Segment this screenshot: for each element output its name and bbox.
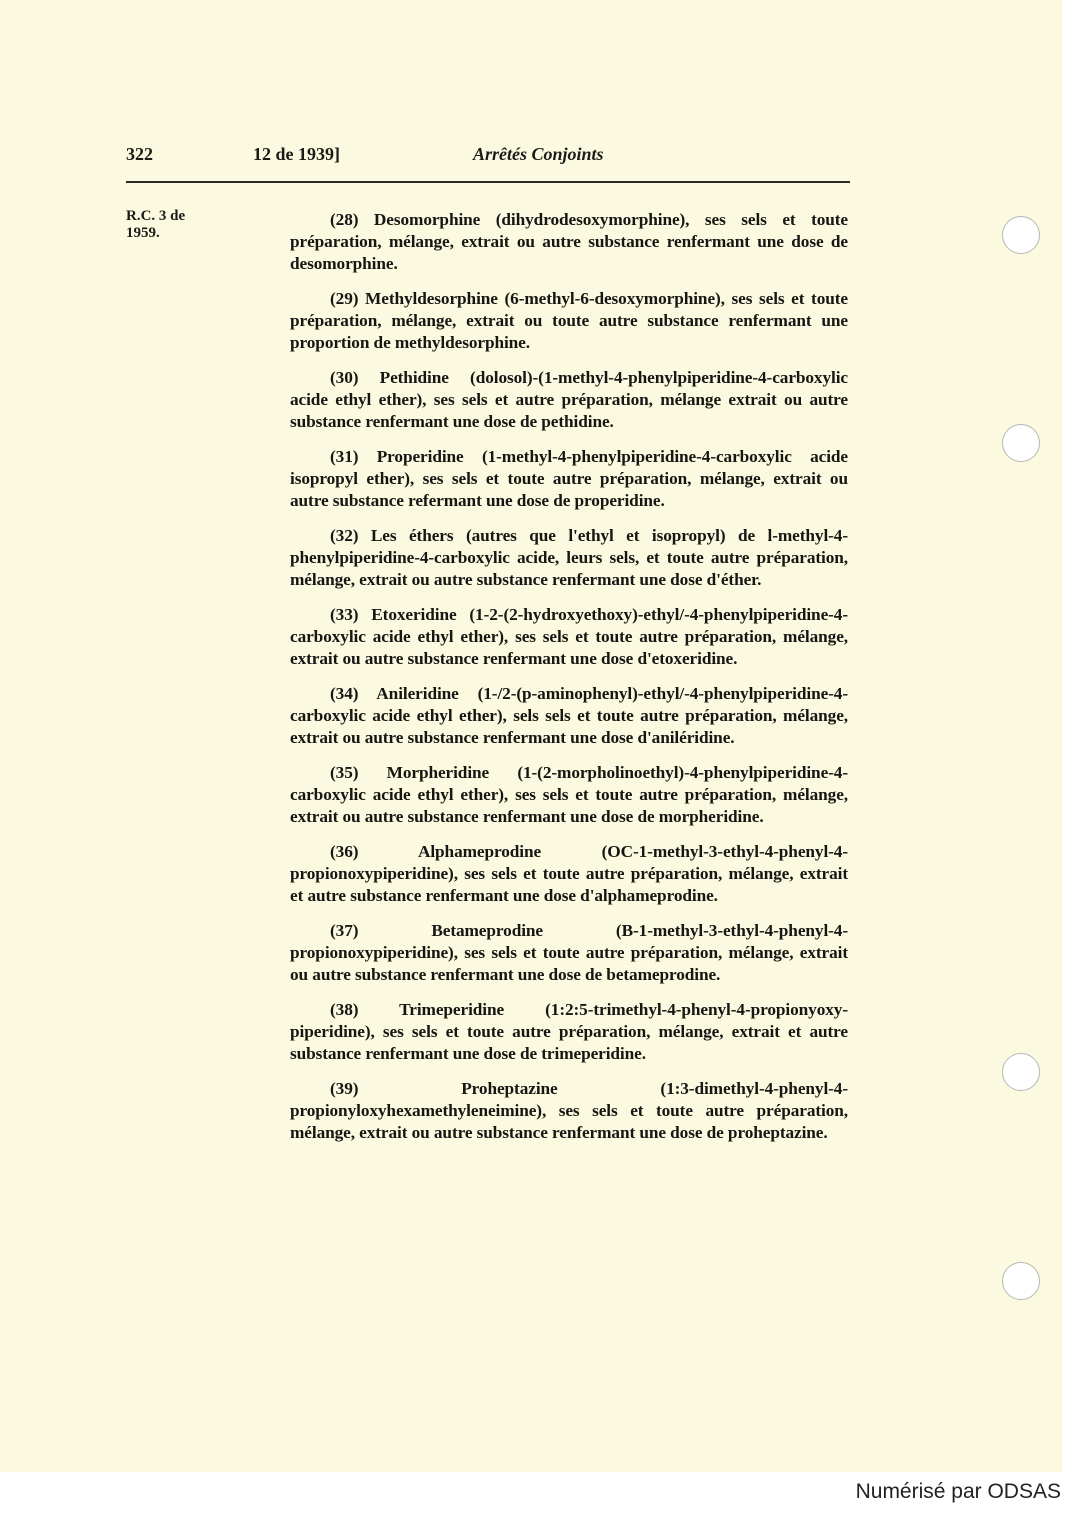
page-number: 322 bbox=[126, 144, 153, 164]
binder-hole bbox=[1002, 424, 1040, 462]
header-reference: 12 de 1939] bbox=[253, 144, 340, 164]
binder-hole bbox=[1002, 1053, 1040, 1091]
header-title: Arrêtés Conjoints bbox=[473, 144, 604, 164]
paragraph-38: (38) Trimeperidine (1:2:5-trimethyl-4-phenyl-4-propionyoxy-piperidine), ses sels et toute autre préparation, mélange, extrait et autre substance renfermant une dose de trimeperidine. bbox=[290, 1000, 848, 1063]
paragraph-31: (31) Properidine (1-methyl-4-phenylpiperidine-4-carboxylic acide isopropyl ether), ses sels et toute autre préparation, mélange, extrait ou autre substance refermant une dose de properidine. bbox=[290, 447, 848, 510]
paragraph-32: (32) Les éthers (autres que l'ethyl et isopropyl) de l-methyl-4-phenylpiperidine-4-carboxylic acide, leurs sels, et toute autre préparation, mélange, extrait ou autre substance renfermant une dose d'éther. bbox=[290, 526, 848, 589]
paragraph-33: (33) Etoxeridine (1-2-(2-hydroxyethoxy)-ethyl/-4-phenylpiperidine-4-carboxylic acide ethyl ether), ses sels et toute autre préparation, mélange, extrait ou autre substance renfermant une dose d'etoxeridine. bbox=[290, 605, 848, 668]
header-rule bbox=[126, 181, 850, 183]
margin-note-line: R.C. 3 de bbox=[126, 208, 186, 224]
page-header bbox=[126, 144, 850, 170]
margin-note bbox=[126, 208, 236, 242]
body-text bbox=[290, 209, 848, 1157]
binder-hole bbox=[1002, 216, 1040, 254]
paragraph-34: (34) Anileridine (1-/2-(p-aminophenyl)-ethyl/-4-phenylpiperidine-4-carboxylic acide ethyl ether), sels sels et toute autre préparation, mélange, extrait ou autre substance renfermant une dose d'aniléridine. bbox=[290, 684, 848, 747]
paragraph-36: (36) Alphameprodine (OC-1-methyl-3-ethyl-4-phenyl-4-propionoxypiperidine), ses sels et toute autre préparation, mélange, extrait et autre substance renfermant une dose d'alphameprodine. bbox=[290, 842, 848, 905]
paragraph-39: (39) Proheptazine (1:3-dimethyl-4-phenyl-4-propionyloxyhexamethyleneimine), ses sels et toute autre préparation, mélange, extrait ou autre substance renfermant une dose de proheptazine. bbox=[290, 1079, 848, 1142]
paragraph-29: (29) Methyldesorphine (6-methyl-6-desoxymorphine), ses sels et toute préparation, mélange, extrait ou toute autre substance renfermant une proportion de methyldesorphine. bbox=[290, 289, 848, 352]
paragraph-37: (37) Betameprodine (B-1-methyl-3-ethyl-4-phenyl-4-propionoxypiperidine), ses sels et toute autre préparation, mélange, extrait ou autre substance renfermant une dose de betameprodine. bbox=[290, 921, 848, 984]
margin-note-line: 1959. bbox=[126, 225, 160, 241]
digitization-credit: Numérisé par ODSAS bbox=[855, 1480, 1061, 1503]
paragraph-35: (35) Morpheridine (1-(2-morpholinoethyl)-4-phenylpiperidine-4-carboxylic acide ethyl ether), ses sels et toute autre préparation, mélange, extrait ou autre substance renfermant une dose de morpheridine. bbox=[290, 763, 848, 826]
paragraph-30: (30) Pethidine (dolosol)-(1-methyl-4-phenylpiperidine-4-carboxylic acide ethyl ether), ses sels et autre préparation, mélange extrait ou autre substance renfermant une dose de pethidine. bbox=[290, 368, 848, 431]
binder-hole bbox=[1002, 1262, 1040, 1300]
paragraph-28: (28) Desomorphine (dihydrodesoxymorphine), ses sels et toute préparation, mélange, extrait ou autre substance renfermant une dose de desomorphine. bbox=[290, 210, 848, 273]
